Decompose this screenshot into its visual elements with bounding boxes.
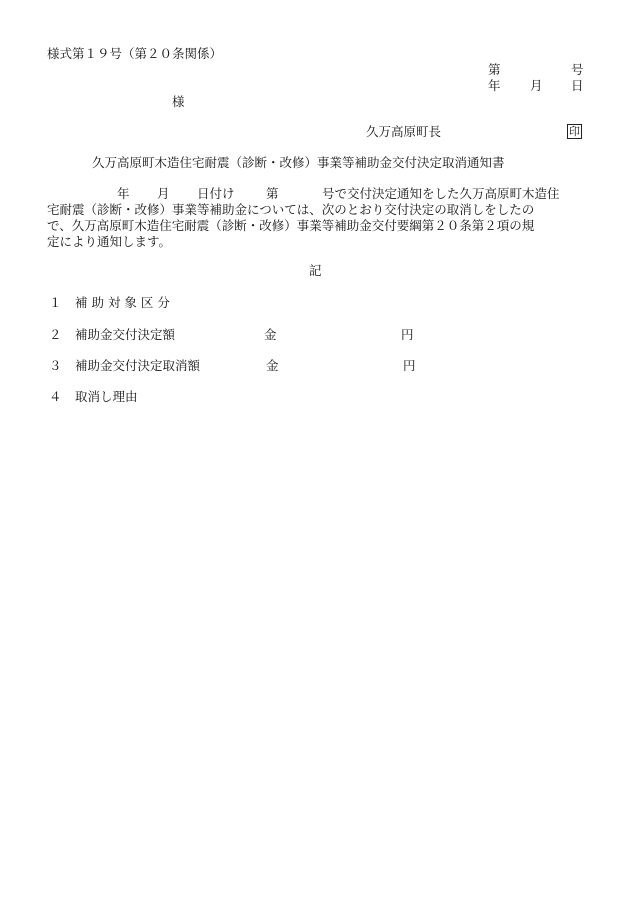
item-3-kin: 金 (266, 358, 279, 373)
item-4-number: ４ (49, 389, 62, 404)
body-line-4: 定により通知します。 (47, 234, 172, 249)
blank-year: 年 (117, 186, 130, 201)
body-line-2: 宅耐震（診断・改修）事業等補助金については、次のとおり交付決定の取消しをしたの (47, 202, 535, 217)
blank-dated: 日付け (197, 186, 235, 201)
item-3-yen: 円 (403, 358, 416, 373)
item-2-kin: 金 (264, 327, 277, 342)
item-2-number: ２ (49, 327, 62, 342)
item-3-number: ３ (49, 358, 62, 373)
item-4-label: 取消し理由 (75, 389, 138, 404)
blank-month: 月 (157, 186, 170, 201)
item-1-number: １ (49, 295, 62, 310)
item-2-label: 補助金交付決定額 (75, 327, 176, 342)
seal-mark (567, 123, 582, 139)
date-day: 日 (571, 78, 584, 93)
doc-number-suffix: 号 (571, 62, 584, 77)
addressee-suffix: 様 (172, 94, 185, 109)
doc-number-prefix: 第 (488, 62, 501, 77)
document-title: 久万高原町木造住宅耐震（診断・改修）事業等補助金交付決定取消通知書 (92, 155, 505, 170)
blank-dai: 第 (266, 186, 279, 201)
date-month: 月 (530, 78, 543, 93)
item-3-label: 補助金交付決定取消額 (75, 358, 201, 373)
seal-label: 印 (569, 125, 580, 138)
form-number: 様式第１９号（第２０条関係） (47, 46, 223, 61)
date-year: 年 (488, 78, 501, 93)
issuer-name: 久万高原町長 (366, 124, 442, 139)
ki-heading: 記 (309, 263, 322, 278)
body-line-3: で、久万高原町木造住宅耐震（診断・改修）事業等補助金交付要綱第２０条第２項の規 (47, 218, 535, 233)
item-1-label: 補 助 対 象 区 分 (75, 295, 170, 310)
item-2-yen: 円 (401, 327, 414, 342)
body-line-1: 号で交付決定通知をした久万高原町木造住 (322, 186, 560, 201)
